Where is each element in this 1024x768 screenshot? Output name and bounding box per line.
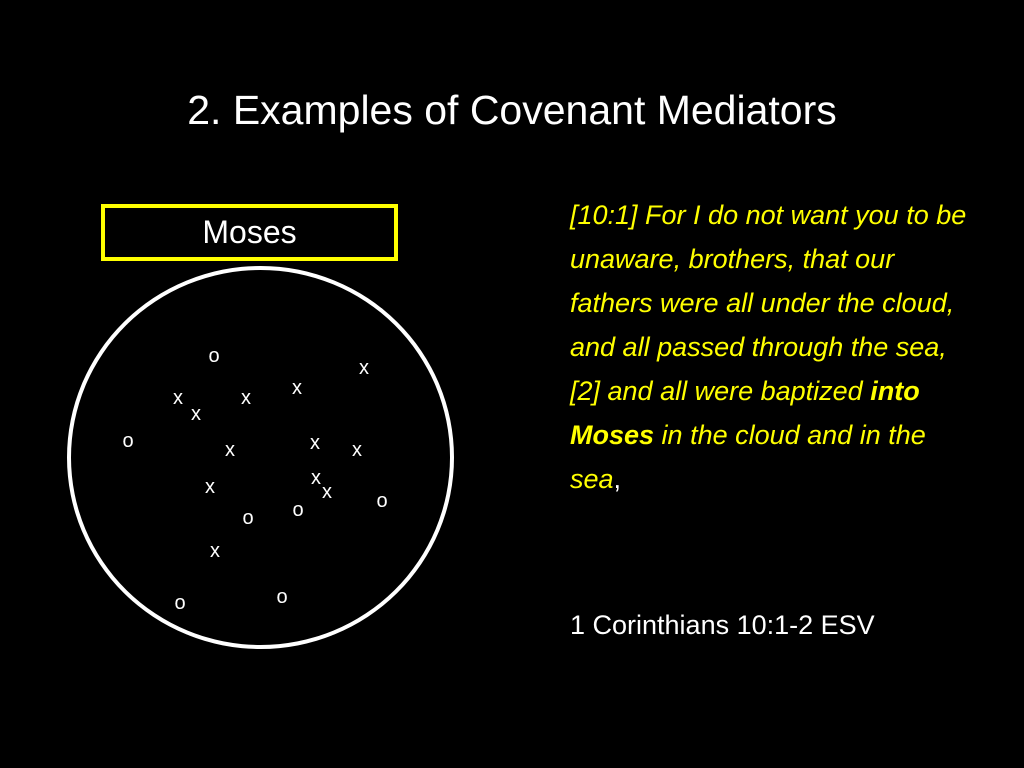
quote-text-part2: in the cloud and in the sea [570, 420, 926, 494]
mark-x: x [205, 476, 215, 498]
mark-x: x [292, 377, 302, 399]
mark-x: x [191, 403, 201, 425]
slide-title: 2. Examples of Covenant Mediators [187, 87, 837, 133]
people-circle [67, 266, 454, 649]
mark-o: o [292, 499, 304, 521]
mark-x: x [322, 481, 332, 503]
mark-x: x [173, 387, 183, 409]
mark-o: o [208, 345, 220, 367]
moses-label: Moses [202, 214, 297, 250]
scripture-reference: 1 Corinthians 10:1-2 ESV [570, 610, 875, 640]
quote-end: , [613, 464, 622, 494]
mark-o: o [174, 592, 186, 614]
mark-o: o [122, 430, 134, 452]
mark-x: x [352, 439, 362, 461]
mark-x: x [210, 540, 220, 562]
scripture-quote [570, 193, 970, 501]
mark-x: x [225, 439, 235, 461]
mark-o: o [376, 490, 388, 512]
quote-emphasis: into Moses [570, 376, 920, 450]
mark-x: x [241, 387, 251, 409]
mark-x: x [311, 467, 321, 489]
mark-x: x [359, 357, 369, 379]
mark-o: o [242, 507, 254, 529]
mark-x: x [310, 432, 320, 454]
mark-o: o [276, 586, 288, 608]
quote-text-part1: [10:1] For I do not want you to be unaware, brothers, that our fathers were all under the cloud, and all passed through the sea, [2] and all were baptized [570, 200, 967, 406]
moses-label-box [101, 204, 398, 261]
